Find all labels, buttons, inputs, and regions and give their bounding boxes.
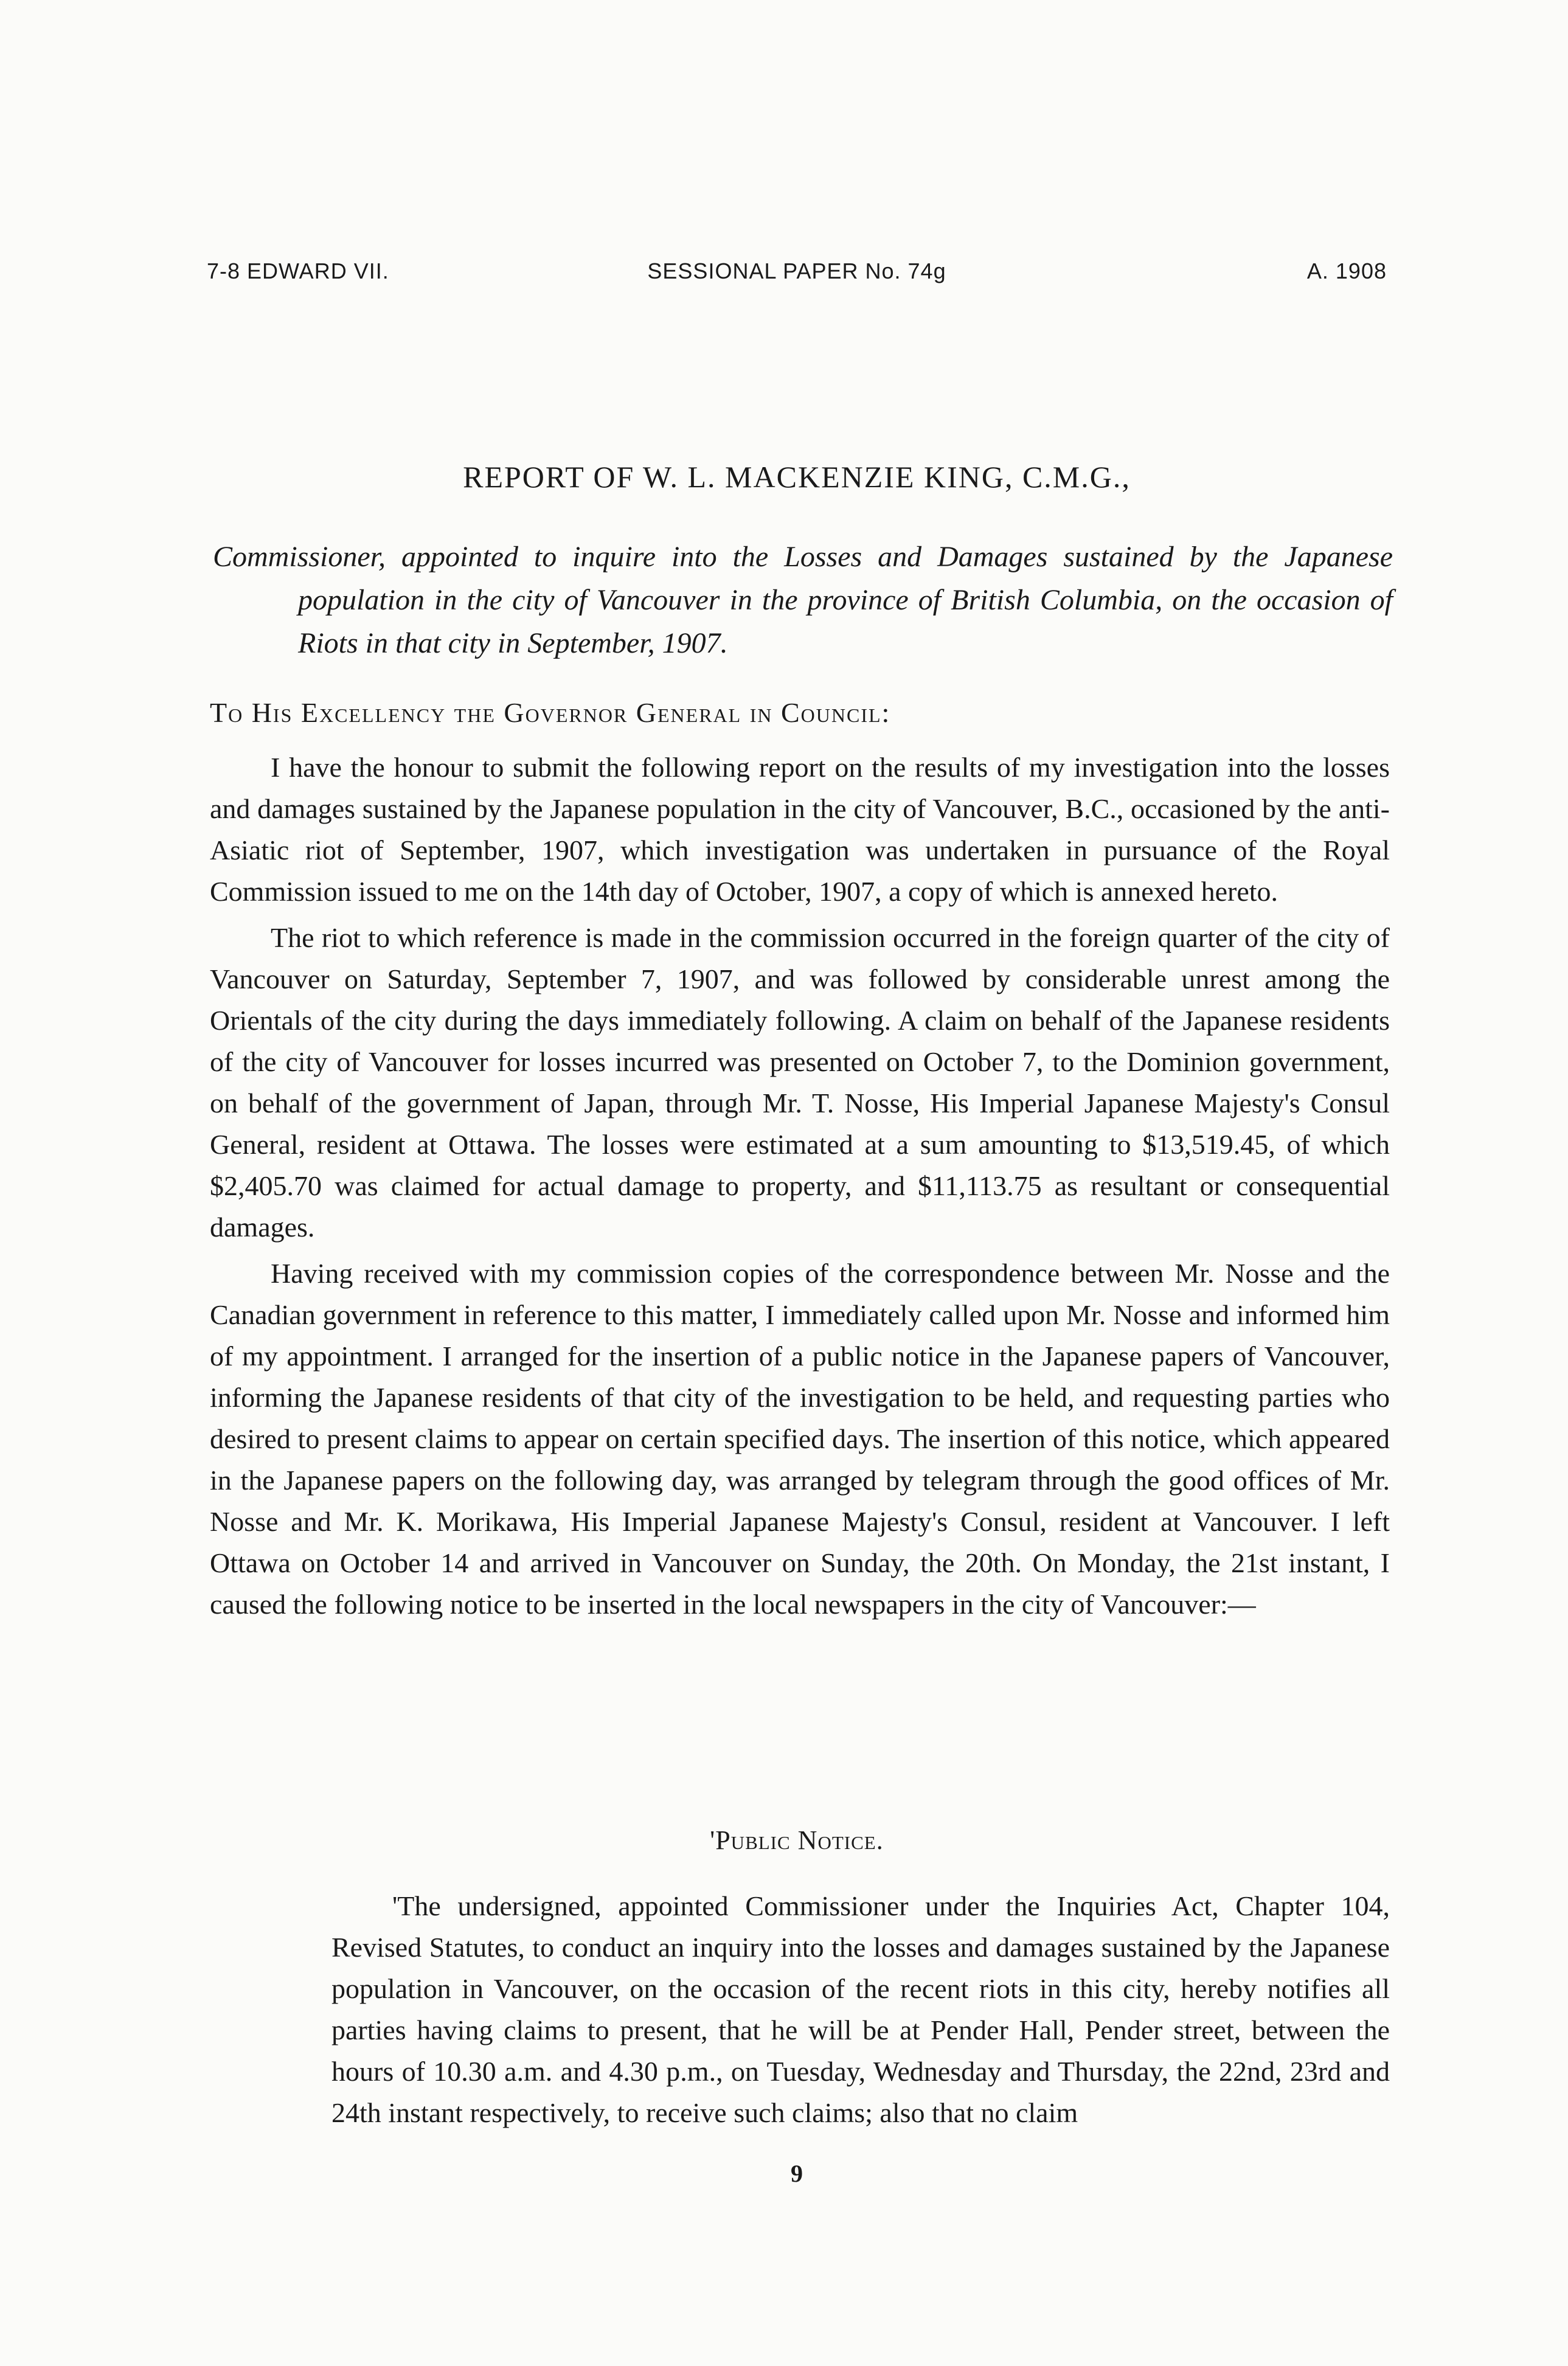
report-body <box>210 747 1390 1630</box>
public-notice-heading: 'Public Notice. <box>710 1825 884 1855</box>
running-head-right: A. 1908 <box>1306 258 1387 283</box>
running-head <box>207 258 1387 295</box>
public-notice-text <box>331 1886 1390 2134</box>
report-title: REPORT OF W. L. MACKENZIE KING, C.M.G., <box>463 460 1131 494</box>
running-head-left: 7-8 EDWARD VII. <box>207 258 389 283</box>
paragraph: I have the honour to submit the following report on the results of my investigation into the losses and damages sustained by the Japanese population in the city of Vancouver, B.C., occasioned by the anti-Asiatic riot of September, 1907, which investigation was undertaken in pursuance of the Royal Commission issued to me on the 14th day of October, 1907, a copy of which is annexed hereto. <box>210 752 1390 907</box>
running-head-center: SESSIONAL PAPER No. 74g <box>647 258 946 283</box>
salutation: To His Excellency the Governor General in Council: <box>210 697 891 728</box>
page-number: 9 <box>791 2160 803 2187</box>
report-subtitle: Commissioner, appointed to inquire into the Losses and Damages sustained by the Japanese population in the city of Vancouver in the province of British Columbia, on the occasion of Riots in that city in September, 1907. <box>213 541 1393 659</box>
notice-paragraph: 'The undersigned, appointed Commissioner under the Inquiries Act, Chapter 104, Revised Statutes, to conduct an inquiry into the losses and damages sustained by the Japanese population in Vancouver, on the occasion of the recent riots in this city, hereby notifies all parties having claims to present, that he will be at Pender Hall, Pender street, between the hours of 10.30 a.m. and 4.30 p.m., on Tuesday, Wednesday and Thursday, the 22nd, 23rd and 24th instant respectively, to receive such claims; also that no claim <box>331 1890 1390 2128</box>
paragraph: Having received with my commission copies of the correspondence between Mr. Nosse and the Canadian government in reference to this matter, I immediately called upon Mr. Nosse and informed him of my appointment. I arranged for the insertion of a public notice in the Japanese papers of Vancouver, informing the Japanese residents of that city of the investigation to be held, and requesting parties who desired to present claims to appear on certain specified days. The insertion of this notice, which appeared in the Japanese papers on the following day, was arranged by telegram through the good offices of Mr. Nosse and Mr. K. Morikawa, His Imperial Japanese Majesty's Consul, resident at Vancouver. I left Ottawa on October 14 and arrived in Vancouver on Sunday, the 20th. On Monday, the 21st instant, I caused the following notice to be inserted in the local newspapers in the city of Vancouver:— <box>210 1258 1390 1620</box>
paragraph: The riot to which reference is made in the commission occurred in the foreign quarter of the city of Vancouver on Saturday, September 7, 1907, and was followed by considerable unrest among the Orientals of the city during the days immediately following. A claim on behalf of the Japanese residents of the city of Vancouver for losses incurred was presented on October 7, to the Dominion government, on behalf of the government of Japan, through Mr. T. Nosse, His Imperial Japanese Majesty's Consul General, resident at Ottawa. The losses were estimated at a sum amounting to $13,519.45, of which $2,405.70 was claimed for actual damage to property, and $11,113.75 as resultant or consequential damages. <box>210 922 1390 1243</box>
